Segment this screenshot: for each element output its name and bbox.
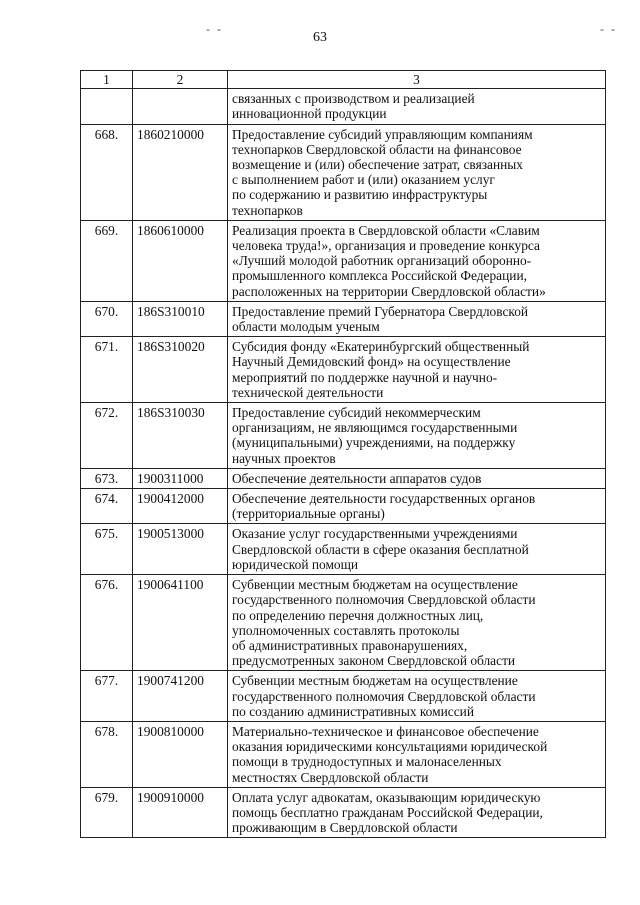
row-description: Реализация проекта в Свердловской области «Славим человека труда!», организация и проведение конкурса «Лучший молодой работник организаций оборонно- промышленного комплекса Российской Федерации, расположенных на территории Свердловской области» (228, 220, 606, 301)
row-number: 672. (81, 403, 133, 469)
table-row (81, 89, 606, 124)
row-description: Обеспечение деятельности государственных органов (территориальные органы) (228, 489, 606, 524)
row-code: 1900910000 (133, 787, 228, 838)
column-header-description: 3 (228, 71, 606, 89)
row-number: 679. (81, 787, 133, 838)
row-number (81, 89, 133, 124)
table-row (81, 721, 606, 787)
row-code: 186S310030 (133, 403, 228, 469)
row-description: Оказание услуг государственными учреждениями Свердловской области в сфере оказания бесплатной юридической помощи (228, 524, 606, 575)
table-row (81, 671, 606, 722)
row-code (133, 89, 228, 124)
row-number: 669. (81, 220, 133, 301)
row-code: 186S310010 (133, 301, 228, 336)
row-description: Обеспечение деятельности аппаратов судов (228, 468, 606, 488)
table-row (81, 468, 606, 488)
row-code: 186S310020 (133, 337, 228, 403)
row-number: 674. (81, 489, 133, 524)
budget-table (80, 70, 606, 838)
row-description: Субвенции местным бюджетам на осуществление государственного полномочия Свердловской области по созданию административных комиссий (228, 671, 606, 722)
table-row (81, 403, 606, 469)
row-number: 678. (81, 721, 133, 787)
table-row (81, 301, 606, 336)
row-number: 676. (81, 575, 133, 671)
row-description: Оплата услуг адвокатам, оказывающим юридическую помощь бесплатно гражданам Российской Федерации, проживающим в Свердловской области (228, 787, 606, 838)
row-number: 668. (81, 124, 133, 220)
table-row (81, 220, 606, 301)
table-row (81, 337, 606, 403)
row-code: 1900311000 (133, 468, 228, 488)
row-number: 671. (81, 337, 133, 403)
table-header-row (81, 71, 606, 89)
row-description: связанных с производством и реализацией инновационной продукции (228, 89, 606, 124)
row-code: 1900412000 (133, 489, 228, 524)
row-code: 1900810000 (133, 721, 228, 787)
row-description: Материально-техническое и финансовое обеспечение оказания юридическими консультациями юридической помощи в труднодоступных и малонаселенных местностях Свердловской области (228, 721, 606, 787)
row-code: 1900741200 (133, 671, 228, 722)
scan-mark-right: - - (600, 22, 617, 36)
row-code: 1900513000 (133, 524, 228, 575)
page-number: 63 (313, 30, 327, 45)
row-number: 673. (81, 468, 133, 488)
row-code: 1860210000 (133, 124, 228, 220)
row-number: 675. (81, 524, 133, 575)
row-description: Предоставление премий Губернатора Свердловской области молодым ученым (228, 301, 606, 336)
row-description: Субвенции местным бюджетам на осуществление государственного полномочия Свердловской области по определению перечня должностных лиц, уполномоченных составлять протоколы об административных правонарушениях, предусмотренных законом Свердловской области (228, 575, 606, 671)
row-code: 1860610000 (133, 220, 228, 301)
row-number: 670. (81, 301, 133, 336)
row-number: 677. (81, 671, 133, 722)
row-description: Субсидия фонду «Екатеринбургский общественный Научный Демидовский фонд» на осуществление мероприятий по поддержке научной и научно- технической деятельности (228, 337, 606, 403)
scan-mark-left: - - (206, 22, 223, 36)
row-description: Предоставление субсидий некоммерческим организациям, не являющимся государственными (муниципальными) учреждениями, на поддержку научных проектов (228, 403, 606, 469)
table-row (81, 124, 606, 220)
table-row (81, 575, 606, 671)
table-row (81, 524, 606, 575)
column-header-number: 1 (81, 71, 133, 89)
row-description: Предоставление субсидий управляющим компаниям технопарков Свердловской области на финансовое возмещение и (или) обеспечение затрат, связанных с выполнением работ и (или) оказанием услуг по содержанию и развитию инфраструктуры технопарков (228, 124, 606, 220)
table-row (81, 787, 606, 838)
row-code: 1900641100 (133, 575, 228, 671)
table-row (81, 489, 606, 524)
column-header-code: 2 (133, 71, 228, 89)
